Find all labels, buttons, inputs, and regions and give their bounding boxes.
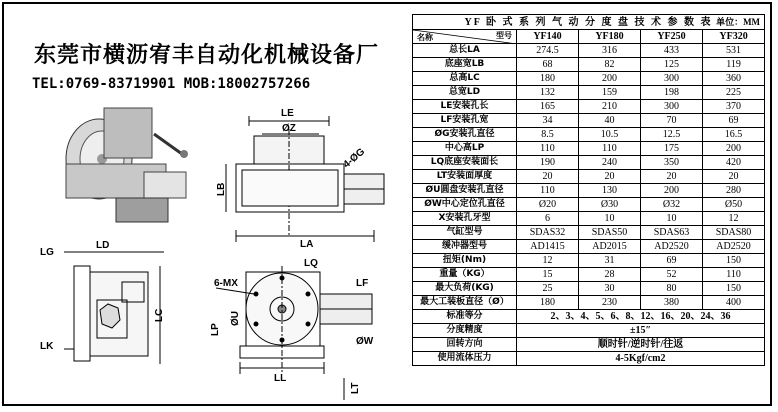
- row-value: 420: [703, 156, 765, 170]
- row-value: 274.5: [517, 44, 579, 58]
- row-value: 10: [579, 212, 641, 226]
- row-value: 8.5: [517, 128, 579, 142]
- spec-table: [412, 14, 765, 366]
- row-value: 316: [579, 44, 641, 58]
- row-value: 130: [579, 184, 641, 198]
- row-value: 82: [579, 58, 641, 72]
- row-label: 中心高LP: [413, 142, 517, 156]
- merged-row-value: 顺时针/逆时针/往返: [517, 338, 765, 352]
- row-label: LE安装孔长: [413, 100, 517, 114]
- row-label: 重量（KG）: [413, 268, 517, 282]
- row-value: SDAS63: [641, 226, 703, 240]
- row-value: 10.5: [579, 128, 641, 142]
- row-label: ØU圆盘安装孔直径: [413, 184, 517, 198]
- row-value: 40: [579, 114, 641, 128]
- row-label: X安装孔牙型: [413, 212, 517, 226]
- row-value: 20: [641, 170, 703, 184]
- row-value: 125: [641, 58, 703, 72]
- table-title: YF 卧 式 系 列 气 动 分 度 盘 技 术 参 数 表: [464, 16, 713, 28]
- dim-ld: LD: [96, 240, 110, 251]
- row-label: LF安装孔宽: [413, 114, 517, 128]
- row-value: 12: [703, 212, 765, 226]
- row-value: 400: [703, 296, 765, 310]
- row-value: 69: [641, 254, 703, 268]
- spec-body: [413, 44, 765, 310]
- header-diagonal-cell: [413, 30, 517, 44]
- row-value: 225: [703, 86, 765, 100]
- merged-row: [413, 310, 765, 324]
- row-value: 380: [641, 296, 703, 310]
- row-value: 119: [703, 58, 765, 72]
- row-value: 165: [517, 100, 579, 114]
- row-label: ØG安装孔直径: [413, 128, 517, 142]
- table-row: [413, 212, 765, 226]
- row-value: 20: [579, 170, 641, 184]
- dim-w: ØW: [356, 336, 374, 347]
- merged-row: [413, 352, 765, 366]
- row-label: LQ底座安装面长: [413, 156, 517, 170]
- table-row: [413, 156, 765, 170]
- side-view: [40, 240, 165, 364]
- row-value: 200: [579, 72, 641, 86]
- table-row: [413, 100, 765, 114]
- row-label: 总高LC: [413, 72, 517, 86]
- dim-z: ØZ: [282, 123, 296, 134]
- table-unit: 单位：MM: [716, 17, 761, 27]
- row-value: 198: [641, 86, 703, 100]
- row-value: 70: [641, 114, 703, 128]
- merged-row-label: 回转方向: [413, 338, 517, 352]
- row-label: 气缸型号: [413, 226, 517, 240]
- row-value: 370: [703, 100, 765, 114]
- merged-row-value: 4-5Kgf/cm2: [517, 352, 765, 366]
- merged-row-label: 分度精度: [413, 324, 517, 338]
- dim-le: LE: [281, 108, 294, 119]
- row-label: 底座宽LB: [413, 58, 517, 72]
- row-value: 150: [703, 282, 765, 296]
- row-value: 159: [579, 86, 641, 100]
- merged-row: [413, 338, 765, 352]
- table-row: [413, 240, 765, 254]
- table-title-row: [413, 15, 765, 30]
- dim-lp: LP: [210, 323, 221, 336]
- row-value: Ø20: [517, 198, 579, 212]
- header-model-label: 型号: [496, 31, 512, 40]
- row-value: 190: [517, 156, 579, 170]
- row-value: 150: [703, 254, 765, 268]
- table-row: [413, 282, 765, 296]
- top-view: [210, 258, 374, 400]
- row-value: SDAS80: [703, 226, 765, 240]
- row-value: Ø30: [579, 198, 641, 212]
- dim-lf: LF: [356, 278, 369, 289]
- row-value: 180: [517, 72, 579, 86]
- row-value: 52: [641, 268, 703, 282]
- row-value: 16.5: [703, 128, 765, 142]
- table-row: [413, 296, 765, 310]
- merged-row-label: 标准等分: [413, 310, 517, 324]
- dim-ll: LL: [274, 373, 287, 384]
- row-value: 350: [641, 156, 703, 170]
- row-value: 6: [517, 212, 579, 226]
- row-value: 34: [517, 114, 579, 128]
- row-value: 68: [517, 58, 579, 72]
- product-illustration: [66, 108, 188, 222]
- row-label: 扭矩(Nm): [413, 254, 517, 268]
- row-value: 180: [517, 296, 579, 310]
- dim-lb: LB: [216, 182, 227, 196]
- row-value: AD2520: [641, 240, 703, 254]
- company-name: 东莞市横沥宥丰自动化机械设备厂: [34, 43, 380, 68]
- row-value: 200: [703, 142, 765, 156]
- row-value: Ø32: [641, 198, 703, 212]
- technical-drawings: [4, 4, 408, 408]
- merged-row-value: 2、3、4、5、6、8、12、16、20、24、36: [517, 310, 765, 324]
- table-row: [413, 198, 765, 212]
- row-value: 20: [517, 170, 579, 184]
- table-row: [413, 268, 765, 282]
- row-value: 31: [579, 254, 641, 268]
- row-value: SDAS32: [517, 226, 579, 240]
- row-label: 最大负荷(KG): [413, 282, 517, 296]
- dim-lk: LK: [40, 341, 54, 352]
- row-value: 210: [579, 100, 641, 114]
- row-value: 531: [703, 44, 765, 58]
- row-value: 30: [579, 282, 641, 296]
- row-value: 280: [703, 184, 765, 198]
- row-value: AD2520: [703, 240, 765, 254]
- table-row: [413, 254, 765, 268]
- row-value: 25: [517, 282, 579, 296]
- dim-lc: LC: [154, 308, 165, 322]
- model-header: YF320: [703, 30, 765, 44]
- contact-info: TEL:0769-83719901 MOB:18002757266: [32, 76, 311, 92]
- row-value: 110: [579, 142, 641, 156]
- row-value: AD1415: [517, 240, 579, 254]
- row-value: 300: [641, 72, 703, 86]
- row-value: 12.5: [641, 128, 703, 142]
- row-value: 175: [641, 142, 703, 156]
- row-value: 200: [641, 184, 703, 198]
- row-label: 最大工装板直径（Ø）: [413, 296, 517, 310]
- row-value: 20: [703, 170, 765, 184]
- row-label: 总宽LD: [413, 86, 517, 100]
- row-value: 80: [641, 282, 703, 296]
- row-value: 433: [641, 44, 703, 58]
- dim-lt: LT: [350, 382, 361, 394]
- row-value: 110: [703, 268, 765, 282]
- model-header: YF180: [579, 30, 641, 44]
- row-value: SDAS50: [579, 226, 641, 240]
- row-label: ØW中心定位孔直径: [413, 198, 517, 212]
- table-row: [413, 170, 765, 184]
- merged-row-label: 使用流体压力: [413, 352, 517, 366]
- row-value: 110: [517, 142, 579, 156]
- dim-g: 4-ØG: [341, 146, 368, 171]
- row-value: AD2015: [579, 240, 641, 254]
- row-label: LT安装面厚度: [413, 170, 517, 184]
- model-header: YF250: [641, 30, 703, 44]
- table-row: [413, 86, 765, 100]
- table-row: [413, 226, 765, 240]
- row-value: Ø50: [703, 198, 765, 212]
- header-name-label: 名称: [417, 33, 433, 42]
- row-value: 132: [517, 86, 579, 100]
- table-row: [413, 114, 765, 128]
- table-row: [413, 142, 765, 156]
- row-value: 300: [641, 100, 703, 114]
- row-label: 缓冲器型号: [413, 240, 517, 254]
- row-value: 10: [641, 212, 703, 226]
- table-header-row: [413, 30, 765, 44]
- table-row: [413, 184, 765, 198]
- row-value: 12: [517, 254, 579, 268]
- merged-row: [413, 324, 765, 338]
- row-value: 240: [579, 156, 641, 170]
- row-label: 总长LA: [413, 44, 517, 58]
- row-value: 28: [579, 268, 641, 282]
- row-value: 69: [703, 114, 765, 128]
- dim-mx: 6-MX: [214, 278, 238, 289]
- model-header: YF140: [517, 30, 579, 44]
- merged-body: [413, 310, 765, 366]
- row-value: 230: [579, 296, 641, 310]
- merged-row-value: ±15″: [517, 324, 765, 338]
- row-value: 15: [517, 268, 579, 282]
- dim-la: LA: [300, 239, 314, 250]
- table-row: [413, 44, 765, 58]
- row-value: 110: [517, 184, 579, 198]
- dim-lq: LQ: [304, 258, 318, 269]
- drawing-panel: [4, 4, 408, 408]
- front-view: [216, 108, 384, 250]
- table-row: [413, 128, 765, 142]
- dim-u: ØU: [230, 311, 241, 326]
- row-value: 360: [703, 72, 765, 86]
- table-row: [413, 72, 765, 86]
- dim-lg: LG: [40, 247, 54, 258]
- table-row: [413, 58, 765, 72]
